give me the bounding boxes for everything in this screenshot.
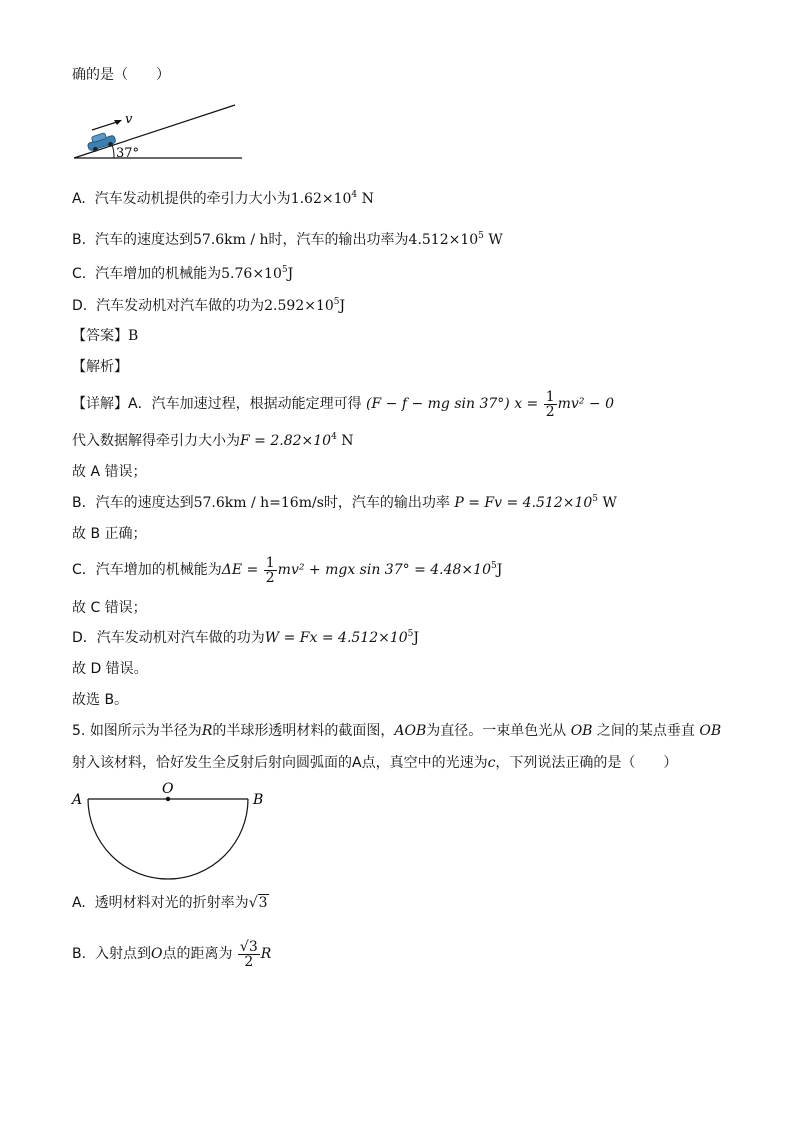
- detail-a-conclusion: 故 A 错误；: [72, 464, 147, 480]
- label-a: A: [72, 792, 83, 808]
- q4-option-b: B. 汽车的速度达到57.6km / h时，汽车的输出功率为$4.512\times 10^5$ W: [72, 231, 503, 248]
- q4-option-a: A. 汽车发动机提供的牵引力大小为$1.62\times 10^4$ N: [72, 190, 374, 207]
- q5-option-b: B. 入射点到O点的距离为 $\frac{√3}{2}$ R: [72, 938, 272, 970]
- semicircle-figure: [70, 780, 280, 885]
- velocity-label: v: [125, 112, 133, 127]
- detail-d-conclusion: 故 D 错误。: [72, 661, 148, 677]
- final-choice: 故选 B。: [72, 692, 129, 708]
- incline-figure: [70, 100, 250, 165]
- analysis-tag: 【解析】: [72, 359, 128, 375]
- semicircle-arc: [88, 799, 248, 879]
- incline-slope-line: [74, 105, 235, 158]
- detail-a-equation: 【详解】A．汽车加速过程，根据动能定理可得 (F − f − mg sin 37°) x = $\frac{1}{2}$ mv² − 0: [72, 388, 614, 420]
- angle-arc: [113, 146, 115, 158]
- detail-a-result: 代入数据解得牵引力大小为$F = 2.82\times 10^4$ N: [72, 432, 354, 449]
- q4-option-d: D. 汽车发动机对汽车做的功为$2.592\times 10^5J$: [72, 297, 346, 314]
- car-icon: [86, 130, 117, 153]
- q5-stem-line1: 5. 如图所示为半径为R的半球形透明材料的截面图，AOB为直径。一束单色光从 OB 之间的某点垂直 OB: [72, 723, 722, 739]
- detail-b: B．汽车的速度达到57.6km / h=16m/s时，汽车的输出功率 $P = Fv = 4.512\times 10^5$ W: [72, 494, 617, 511]
- detail-b-conclusion: 故 B 正确；: [72, 526, 147, 542]
- answer: 【答案】B: [72, 328, 139, 344]
- detail-c: C．汽车增加的机械能为ΔE = $\frac{1}{2}$ mv² + mgx $\sin 37^\circ = 4.48\times 10^5J$: [72, 554, 503, 586]
- q4-option-c: C. 汽车增加的机械能为$5.76\times 10^5J$: [72, 265, 294, 282]
- center-point: [166, 797, 170, 801]
- angle-label: 37°: [116, 146, 140, 161]
- label-o: O: [162, 781, 174, 797]
- detail-c-conclusion: 故 C 错误；: [72, 600, 147, 616]
- q5-stem-line2: 射入该材料，恰好发生全反射后射向圆弧面的A点，真空中的光速为c，下列说法正确的是（ ）: [72, 755, 678, 771]
- q5-option-a: A. 透明材料对光的折射率为√3: [72, 895, 268, 911]
- detail-d: D．汽车发动机对汽车做的功为$W = Fx = 4.512\times 10^5J$: [72, 629, 420, 646]
- q4-stem-tail: 确的是（ ）: [72, 67, 170, 83]
- label-b: B: [253, 792, 264, 808]
